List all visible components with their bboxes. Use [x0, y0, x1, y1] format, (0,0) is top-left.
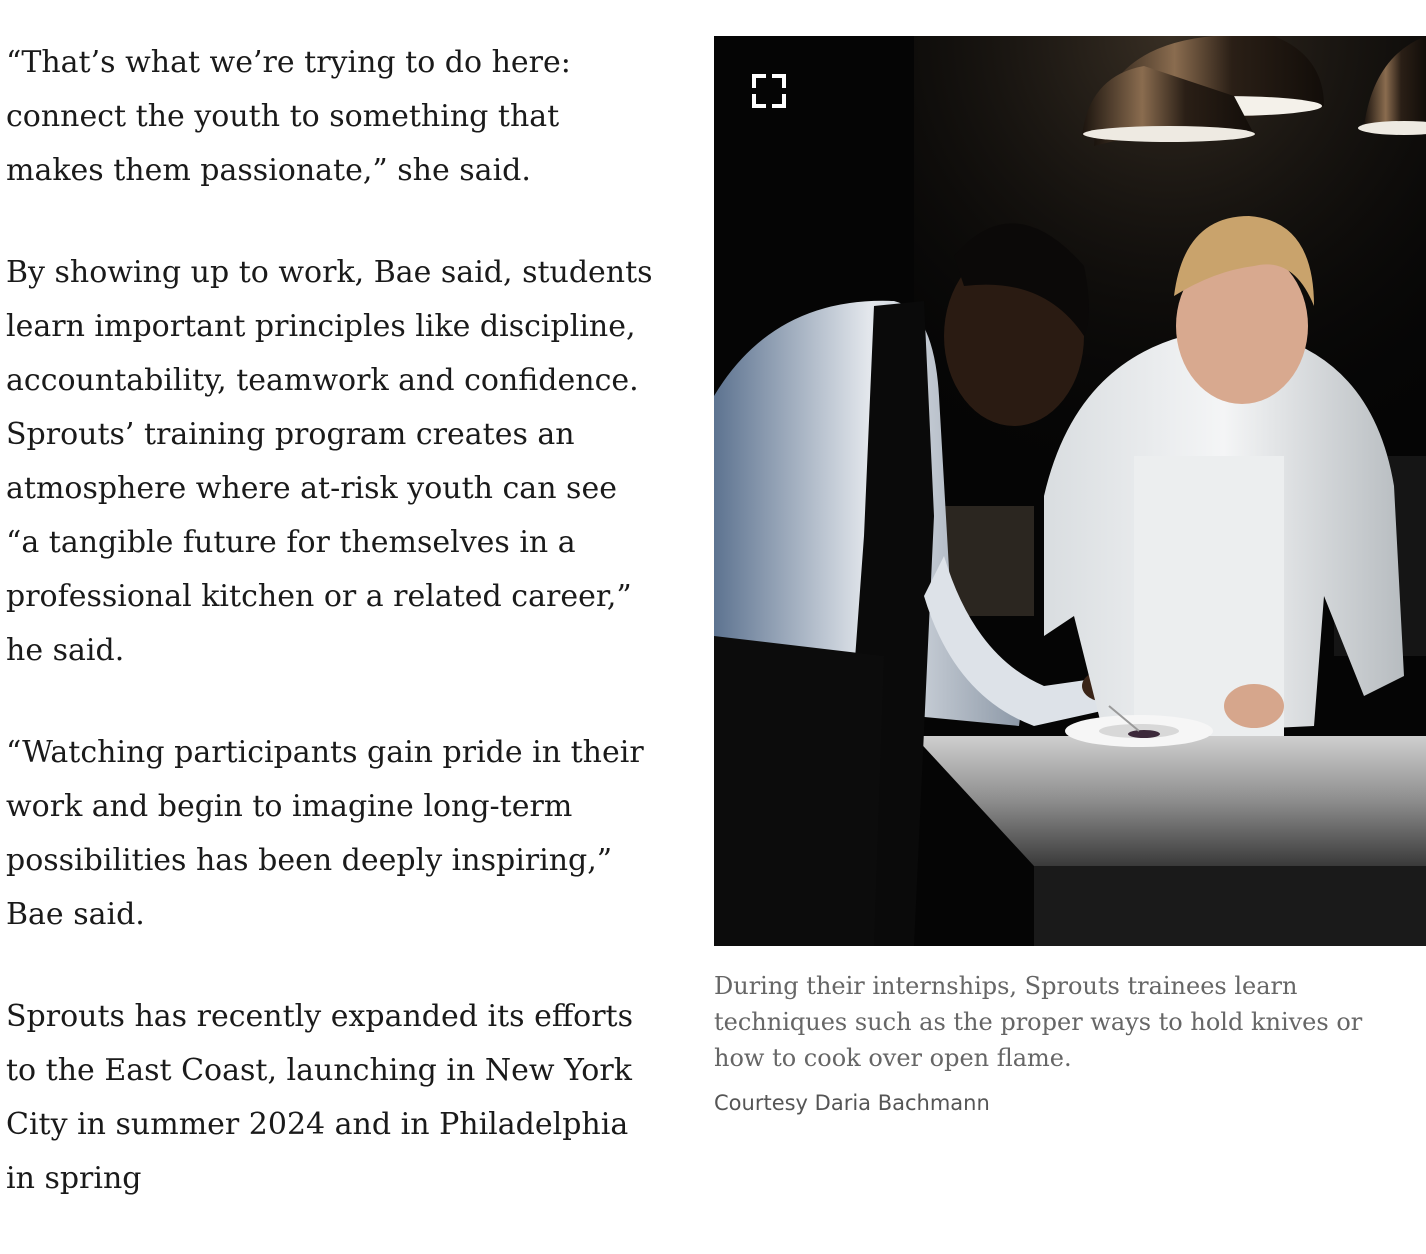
expand-fullscreen-button[interactable] — [744, 66, 794, 116]
article-paragraph: “That’s what we’re trying to do here: connect the youth to something that makes them passionate,” she said. — [6, 45, 571, 188]
expand-fullscreen-icon — [744, 66, 794, 116]
kitchen-photo-illustration — [714, 36, 1426, 946]
article-paragraph: Sprouts has recently expanded its efforts to the East Coast, launching in New York City in summer 2024 and in Philadelphia in spring — [6, 999, 633, 1196]
article-paragraph: “Watching participants gain pride in their work and begin to imagine long-term possibilities has been deeply inspiring,” Bae said. — [6, 735, 644, 932]
photo-caption: During their internships, Sprouts trainees learn techniques such as the proper ways to hold knives or how to cook over open flame. — [714, 972, 1363, 1072]
photo-credit: Courtesy Daria Bachmann — [714, 1091, 990, 1115]
kitchen-photo[interactable] — [714, 36, 1426, 946]
article-figure — [714, 36, 1426, 1118]
article-paragraph: By showing up to work, Bae said, students learn important principles like discipline, accountability, teamwork and confidence. Sprouts’ training program creates an atmosphere where at-risk youth can see “a tangible future for themselves in a professional kitchen or a related career,” he said. — [6, 255, 653, 668]
article-body — [6, 36, 656, 1254]
